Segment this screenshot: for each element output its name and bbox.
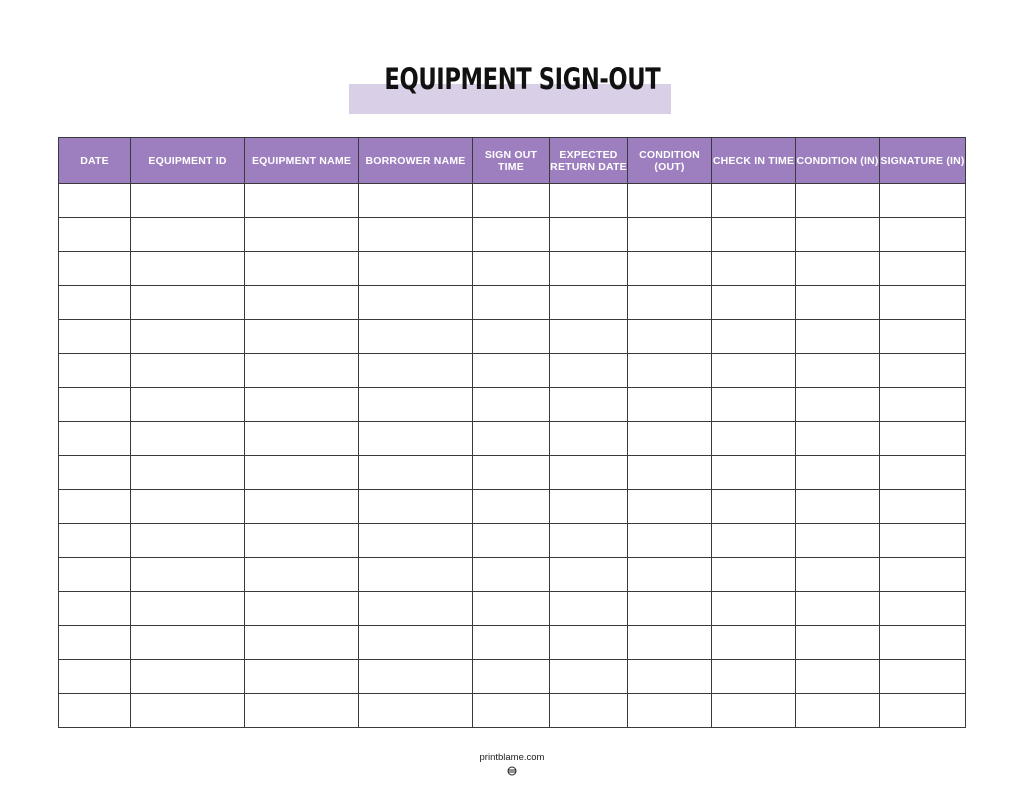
table-cell <box>473 626 550 660</box>
table-cell <box>880 354 966 388</box>
table-cell <box>796 660 880 694</box>
table-cell <box>628 660 712 694</box>
table-cell <box>880 592 966 626</box>
table-cell <box>712 626 796 660</box>
table-cell <box>473 558 550 592</box>
table-cell <box>712 592 796 626</box>
table-cell <box>550 252 628 286</box>
table-cell <box>880 626 966 660</box>
footer <box>412 752 612 781</box>
table-cell <box>550 490 628 524</box>
table-cell <box>359 558 473 592</box>
table-cell <box>131 388 245 422</box>
table-cell <box>359 218 473 252</box>
column-header-equipment-name: EQUIPMENT NAME <box>245 138 359 184</box>
table-cell <box>712 490 796 524</box>
page-title: EQUIPMENT SIGN-OUT <box>384 62 661 96</box>
table-cell <box>59 218 131 252</box>
table-cell <box>712 286 796 320</box>
table-cell <box>880 252 966 286</box>
table-cell <box>550 218 628 252</box>
table-cell <box>796 490 880 524</box>
table-cell <box>796 320 880 354</box>
table-cell <box>628 218 712 252</box>
table-cell <box>712 320 796 354</box>
table-cell <box>245 388 359 422</box>
column-header-condition-out: CONDITION (OUT) <box>628 138 712 184</box>
table-cell <box>796 388 880 422</box>
table-cell <box>131 252 245 286</box>
table-cell <box>245 422 359 456</box>
table-cell <box>359 694 473 728</box>
table-cell <box>245 592 359 626</box>
table-cell <box>473 354 550 388</box>
table-cell <box>880 320 966 354</box>
table-row <box>59 626 966 660</box>
table-cell <box>59 252 131 286</box>
table-cell <box>880 524 966 558</box>
table-cell <box>796 524 880 558</box>
table-cell <box>796 456 880 490</box>
table-row <box>59 388 966 422</box>
table-row <box>59 218 966 252</box>
table-cell <box>880 388 966 422</box>
table-cell <box>628 422 712 456</box>
table-cell <box>550 354 628 388</box>
table-cell <box>359 320 473 354</box>
table-cell <box>796 626 880 660</box>
table-cell <box>628 286 712 320</box>
table-cell <box>628 388 712 422</box>
column-header-expected-return-date: EXPECTED RETURN DATE <box>550 138 628 184</box>
table-cell <box>359 490 473 524</box>
table-row <box>59 592 966 626</box>
table-cell <box>628 490 712 524</box>
table-cell <box>712 558 796 592</box>
table-cell <box>628 252 712 286</box>
table-cell <box>59 354 131 388</box>
table-cell <box>880 660 966 694</box>
table-cell <box>131 490 245 524</box>
table-cell <box>473 184 550 218</box>
table-cell <box>245 456 359 490</box>
table-cell <box>59 660 131 694</box>
table-cell <box>473 524 550 558</box>
table-cell <box>712 252 796 286</box>
table-cell <box>550 184 628 218</box>
table-cell <box>359 422 473 456</box>
table-cell <box>245 694 359 728</box>
table-cell <box>359 184 473 218</box>
table-cell <box>359 660 473 694</box>
title-block <box>349 60 671 114</box>
table-cell <box>359 456 473 490</box>
table-cell <box>359 388 473 422</box>
table-cell <box>245 184 359 218</box>
column-header-sign-out-time: SIGN OUT TIME <box>473 138 550 184</box>
table-cell <box>712 354 796 388</box>
table-cell <box>473 660 550 694</box>
table-cell <box>359 592 473 626</box>
table-row <box>59 320 966 354</box>
table-cell <box>59 592 131 626</box>
table-cell <box>131 218 245 252</box>
column-header-condition-in: CONDITION (IN) <box>796 138 880 184</box>
table-header-row <box>59 138 966 184</box>
column-header-equipment-id: EQUIPMENT ID <box>131 138 245 184</box>
table-cell <box>628 354 712 388</box>
table-cell <box>245 524 359 558</box>
column-header-date: DATE <box>59 138 131 184</box>
table-cell <box>359 354 473 388</box>
table-cell <box>628 524 712 558</box>
table-cell <box>473 252 550 286</box>
table-cell <box>59 694 131 728</box>
table-cell <box>796 422 880 456</box>
table-cell <box>131 558 245 592</box>
table-cell <box>628 694 712 728</box>
table-cell <box>131 354 245 388</box>
table-cell <box>628 184 712 218</box>
column-header-signature-in: SIGNATURE (IN) <box>880 138 966 184</box>
table-cell <box>245 490 359 524</box>
table-cell <box>245 626 359 660</box>
table-cell <box>712 524 796 558</box>
table-cell <box>131 184 245 218</box>
table-row <box>59 456 966 490</box>
table-cell <box>473 320 550 354</box>
table-cell <box>359 286 473 320</box>
table-body <box>59 184 966 728</box>
table-cell <box>359 252 473 286</box>
table-row <box>59 422 966 456</box>
table-row <box>59 660 966 694</box>
table-cell <box>245 354 359 388</box>
table-cell <box>59 422 131 456</box>
table-cell <box>796 694 880 728</box>
table-cell <box>880 184 966 218</box>
table-cell <box>131 660 245 694</box>
table-row <box>59 694 966 728</box>
table-cell <box>59 184 131 218</box>
table-cell <box>473 218 550 252</box>
table-cell <box>712 456 796 490</box>
table-cell <box>131 626 245 660</box>
table-cell <box>880 694 966 728</box>
table-cell <box>712 694 796 728</box>
table-cell <box>550 626 628 660</box>
table-cell <box>245 252 359 286</box>
table-cell <box>628 626 712 660</box>
table-row <box>59 558 966 592</box>
table-cell <box>131 286 245 320</box>
table-cell <box>880 286 966 320</box>
table-cell <box>550 660 628 694</box>
table-cell <box>712 218 796 252</box>
table-cell <box>880 490 966 524</box>
table-cell <box>473 592 550 626</box>
table-cell <box>880 558 966 592</box>
table-cell <box>628 558 712 592</box>
table-cell <box>550 456 628 490</box>
table-cell <box>473 422 550 456</box>
table-cell <box>550 558 628 592</box>
table-cell <box>245 218 359 252</box>
table-cell <box>59 286 131 320</box>
table-cell <box>59 320 131 354</box>
table-cell <box>131 524 245 558</box>
table-cell <box>131 694 245 728</box>
table-cell <box>628 592 712 626</box>
table-cell <box>245 558 359 592</box>
table-cell <box>359 626 473 660</box>
table-cell <box>550 524 628 558</box>
table-cell <box>550 320 628 354</box>
table-cell <box>796 184 880 218</box>
table-cell <box>880 218 966 252</box>
table-cell <box>359 524 473 558</box>
table-cell <box>473 286 550 320</box>
sign-out-table <box>58 137 966 728</box>
table-cell <box>796 252 880 286</box>
table-cell <box>880 422 966 456</box>
table-cell <box>131 592 245 626</box>
footer-site: printblame.com <box>479 752 545 763</box>
table-cell <box>712 388 796 422</box>
table-row <box>59 286 966 320</box>
table-cell <box>880 456 966 490</box>
table-cell <box>712 660 796 694</box>
table-cell <box>550 592 628 626</box>
printblame-logo-icon <box>507 766 517 776</box>
table-cell <box>131 422 245 456</box>
table-cell <box>473 490 550 524</box>
table-cell <box>550 694 628 728</box>
table-cell <box>473 456 550 490</box>
table-cell <box>59 558 131 592</box>
table-row <box>59 252 966 286</box>
table-row <box>59 184 966 218</box>
table-cell <box>245 286 359 320</box>
table-cell <box>796 354 880 388</box>
table-cell <box>59 524 131 558</box>
table-cell <box>245 660 359 694</box>
table-cell <box>796 592 880 626</box>
table-cell <box>245 320 359 354</box>
table-cell <box>550 422 628 456</box>
table-cell <box>628 320 712 354</box>
table-cell <box>59 626 131 660</box>
table-cell <box>712 422 796 456</box>
table-cell <box>796 286 880 320</box>
column-header-borrower-name: BORROWER NAME <box>359 138 473 184</box>
table-row <box>59 524 966 558</box>
table-cell <box>473 694 550 728</box>
table-cell <box>131 456 245 490</box>
table-cell <box>550 286 628 320</box>
table-cell <box>59 388 131 422</box>
table-cell <box>550 388 628 422</box>
table-cell <box>131 320 245 354</box>
table-cell <box>59 456 131 490</box>
table-cell <box>59 490 131 524</box>
table-cell <box>712 184 796 218</box>
table-cell <box>473 388 550 422</box>
table-cell <box>796 218 880 252</box>
column-header-check-in-time: CHECK IN TIME <box>712 138 796 184</box>
table-row <box>59 490 966 524</box>
table-row <box>59 354 966 388</box>
table-cell <box>628 456 712 490</box>
table-cell <box>796 558 880 592</box>
